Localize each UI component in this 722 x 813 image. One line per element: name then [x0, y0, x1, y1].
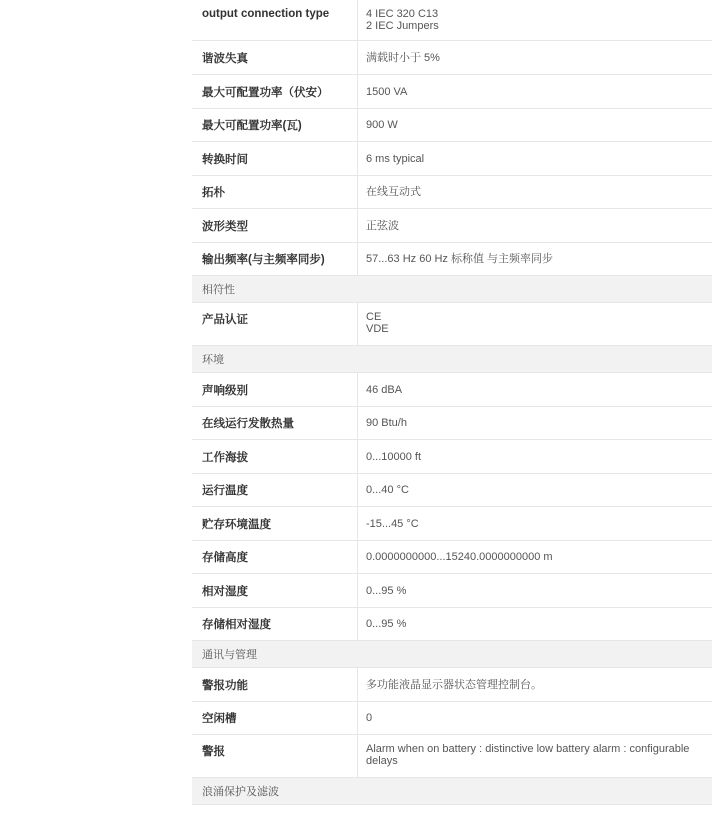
spec-value-line: 0...95 % [366, 618, 407, 630]
section-header [192, 346, 712, 373]
spec-value-line: 0...40 °C [366, 484, 409, 496]
spec-value [358, 142, 712, 175]
spec-value [358, 735, 712, 777]
spec-row [192, 474, 712, 507]
spec-row [192, 541, 712, 574]
spec-value [358, 209, 712, 242]
spec-value-line: 2 IEC Jumpers [366, 20, 439, 32]
section-title: 相符性 [202, 284, 235, 296]
spec-row [192, 41, 712, 75]
spec-label: 空闲槽 [192, 702, 358, 734]
spec-label: 谐波失真 [192, 41, 358, 74]
spec-row [192, 303, 712, 346]
spec-row [192, 668, 712, 702]
spec-label: 运行温度 [192, 474, 358, 506]
spec-value [358, 243, 712, 275]
spec-row [192, 0, 712, 41]
spec-label: 存储相对湿度 [192, 608, 358, 640]
spec-value [358, 41, 712, 74]
spec-value-line: 在线互动式 [366, 186, 421, 198]
section-title: 通讯与管理 [202, 649, 257, 661]
spec-value-line: -15...45 °C [366, 517, 419, 530]
spec-value [358, 303, 712, 345]
spec-label: 相对湿度 [192, 574, 358, 607]
spec-value-line: 1500 VA [366, 85, 408, 98]
spec-label: 警报 [192, 735, 358, 777]
spec-value-line: 900 W [366, 119, 398, 131]
spec-value [358, 574, 712, 607]
spec-value-line: 0.0000000000...15240.0000000000 m [366, 551, 553, 563]
spec-label: 最大可配置功率（伏安） [192, 75, 358, 108]
spec-row [192, 440, 712, 474]
spec-value-line: Alarm when on battery : distinctive low battery alarm : configurable delays [366, 743, 690, 767]
spec-table [192, 0, 712, 805]
spec-row [192, 75, 712, 109]
spec-row [192, 574, 712, 608]
spec-row [192, 243, 712, 276]
spec-value-line: 46 dBA [366, 383, 403, 396]
spec-row [192, 608, 712, 641]
spec-label: 存储高度 [192, 541, 358, 573]
spec-label: 工作海拔 [192, 440, 358, 473]
spec-value [358, 109, 712, 141]
spec-value [358, 668, 712, 701]
spec-value-line: 57...63 Hz 60 Hz 标称值 与主频率同步 [366, 253, 554, 265]
spec-value [358, 541, 712, 573]
spec-label: 在线运行发散热量 [192, 407, 358, 439]
spec-value-line: 0 [366, 712, 373, 724]
spec-value-line: CE [366, 311, 382, 323]
spec-value-line: VDE [366, 323, 389, 335]
spec-value [358, 373, 712, 406]
spec-row [192, 735, 712, 778]
spec-value-line: 0...10000 ft [366, 450, 422, 463]
section-header [192, 276, 712, 303]
spec-row [192, 507, 712, 541]
spec-value [358, 75, 712, 108]
spec-label: 波形类型 [192, 209, 358, 242]
spec-value-line: 6 ms typical [366, 152, 425, 165]
spec-value [358, 702, 712, 734]
spec-row [192, 109, 712, 142]
spec-value [358, 407, 712, 439]
section-title: 浪涌保护及滤波 [202, 786, 279, 798]
spec-value-line: 多功能液晶显示器状态管理控制台。 [366, 678, 542, 691]
spec-row [192, 142, 712, 176]
section-header [192, 778, 712, 805]
spec-label: 最大可配置功率(瓦) [192, 109, 358, 141]
spec-row [192, 209, 712, 243]
spec-value-line: 4 IEC 320 C13 [366, 8, 439, 20]
spec-label: 拓朴 [192, 176, 358, 208]
spec-value [358, 608, 712, 640]
spec-label: 警报功能 [192, 668, 358, 701]
spec-value [358, 474, 712, 506]
section-header [192, 641, 712, 668]
spec-value-line: 90 Btu/h [366, 417, 407, 429]
spec-value-line: 满载时小于 5% [366, 51, 440, 64]
spec-label: 产品认证 [192, 303, 358, 345]
spec-row [192, 176, 712, 209]
spec-label: 声响级别 [192, 373, 358, 406]
spec-value [358, 440, 712, 473]
spec-value-line: 0...95 % [366, 584, 407, 597]
spec-label: output connection type [192, 0, 358, 40]
spec-label: 输出频率(与主频率同步) [192, 243, 358, 275]
spec-value [358, 0, 712, 40]
spec-row [192, 702, 712, 735]
spec-value-line: 正弦波 [366, 219, 399, 232]
spec-row [192, 373, 712, 407]
spec-value [358, 176, 712, 208]
spec-value [358, 507, 712, 540]
spec-label: 贮存环境温度 [192, 507, 358, 540]
spec-label: 转换时间 [192, 142, 358, 175]
section-title: 环境 [202, 354, 224, 366]
spec-row [192, 407, 712, 440]
